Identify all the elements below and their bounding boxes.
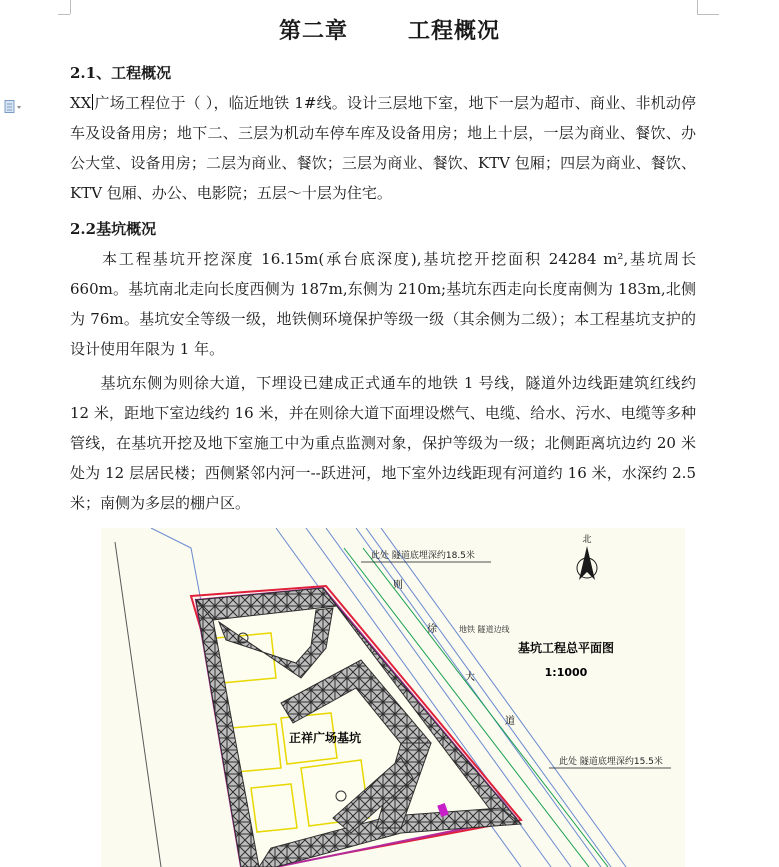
north-label: 北 xyxy=(582,535,592,545)
chapter-number: 第二章 xyxy=(278,18,348,44)
road-char: 道 xyxy=(505,716,515,727)
section-heading: 2.1、工程概况 xyxy=(70,64,172,82)
road-char: 徐 xyxy=(427,624,437,635)
section-heading: 2.2基坑概况 xyxy=(70,220,157,238)
document-options-icon[interactable] xyxy=(4,100,24,114)
road-char: 则 xyxy=(393,580,403,591)
site-plan-figure xyxy=(101,528,685,867)
metro-edge-label: 地铁 隧道边线 xyxy=(459,625,510,634)
crop-mark xyxy=(70,0,71,14)
site-plan-drawing xyxy=(101,528,685,867)
site-label: 正祥广场基坑 xyxy=(288,731,362,745)
paragraph: 基坑东侧为则徐大道，下埋设已建成正式通车的地铁 1 号线，隧道外边线距建筑红线约 12 米，距地下室边线约 16 米，并在则徐大道下面埋设燃气、电缆、给水、污水、电缆等多种管线，在基坑开挖及地下室施工中为重点监测对象，保护等级为一级；北侧距离坑边约 20 米处为 12 层居民楼；西侧紧邻内河一--跃进河，地下室外边线距现有河道约 16 米，水深约 2.5 米；南侧为多层的棚户区。 xyxy=(70,374,696,512)
tunnel-note-top: 此处 隧道底埋深约18.5米 xyxy=(371,551,475,561)
road-char: 大 xyxy=(465,672,475,683)
crop-mark xyxy=(697,0,698,14)
tunnel-note-bottom: 此处 隧道底埋深约15.5米 xyxy=(559,757,663,767)
chapter-title xyxy=(0,14,779,45)
figure-title: 基坑工程总平面图 xyxy=(517,641,615,655)
paragraph: XX 广场工程位于（ ），临近地铁 1#线。设计三层地下室，地下一层为超市、商业、非机动停车及设备用房；地下二、三层为机动车停车库及设备用房；地上十层，一层为商业、餐饮、办公大堂、设备用房；二层为商业、餐饮；三层为商业、餐饮、KTV 包厢；四层为商业、餐饮、KTV 包厢、办公、电影院；五层～十层为住宅。 xyxy=(70,94,696,202)
paragraph: 本工程基坑开挖深度 16.15m(承台底深度),基坑挖开挖面积 24284 m²,基坑周长 660m。基坑南北走向长度西侧为 187m,东侧为 210m;基坑东西走向长度南侧为 183m,北侧为 76m。基坑安全等级一级，地铁侧环境保护等级一级（其余侧为二级）；本工程基坑支护的设计使用年限为 1 年。 xyxy=(70,250,696,358)
chapter-name: 工程概况 xyxy=(408,18,501,44)
figure-scale: 1:1000 xyxy=(544,666,588,679)
